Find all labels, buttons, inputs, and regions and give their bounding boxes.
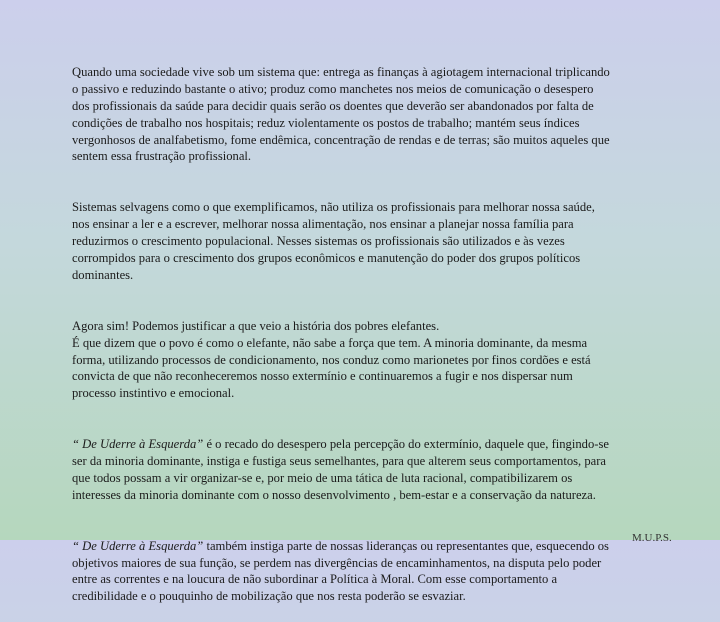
paragraph-text: é o recado do desespero pela percepção do extermínio, daquele que, fingindo-se ser da minoria dominante, instiga e fustiga seus semelhantes, para que alterem seus comportamentos, para que todos possam a vir organizar-se e, por meio de uma tática de luta racional, compatibilizarem os interesses da minoria dominante com o nosso desenvolvimento , bem-estar e a conservação da natureza. [72,437,609,502]
footer-signature: M.U.P.S. [632,532,672,544]
paragraph-4 [72,419,678,504]
paragraph-lead: “ De Uderre à Esquerda” [72,437,204,452]
paragraph-lead: “ De Uderre à Esquerda” [72,538,204,553]
paragraph-2 [72,182,678,283]
paragraph-3 [72,301,678,402]
paragraph-1 [72,47,678,165]
paragraph-text: Quando uma sociedade vive sob um sistema que: entrega as finanças à agiotagem internacional triplicando o passivo e reduzindo bastante o ativo; produz como manchetes nos meios de comunicação o desespero dos profissionais da saúde para decidir quais serão os doentes que deverão ser abandonados por falta de condições de trabalho nos hospitais; reduz violentamente os postos de trabalho; mantém seus índices vergonhosos de analfabetismo, fome endêmica, concentração de rendas e de terras; são muitos aqueles que sentem essa frustração profissional. [72,64,610,164]
text-body [72,47,678,622]
paragraph-text: também instiga parte de nossas lideranças ou representantes que, esquecendo os objetivos maiores de sua função, se perdem nas divergências de encaminhamentos, na disputa pelo poder entre as correntes e na loucura de não subordinar a Política à Moral. Com esse comportamento a credibilidade e o pouquinho de mobilização que nos resta poderão se esvaziar. [72,538,609,604]
paragraph-text: Agora sim! Podemos justificar a que veio a história dos pobres elefantes. É que dizem que o povo é como o elefante, não sabe a força que tem. A minoria dominante, da mesma forma, utilizando processos de condicionamento, nos conduz como marionetes por finos cordões e está convicta de que não reconheceremos nosso extermínio e continuaremos a fugir e nos dispersar num processo instintivo e emocional. [72,318,591,401]
paragraph-5 [72,521,678,606]
paragraph-text: Sistemas selvagens como o que exemplificamos, não utiliza os profissionais para melhorar nossa saúde, nos ensinar a ler e a escrever, melhorar nossa alimentação, nos ensinar a planejar nossa família para reduzirmos o crescimento populacional. Nesses sistemas os profissionais são utilizados e às vezes corrompidos para o crescimento dos grupos econômicos e manutenção do poder dos grupos políticos dominantes. [72,200,595,282]
